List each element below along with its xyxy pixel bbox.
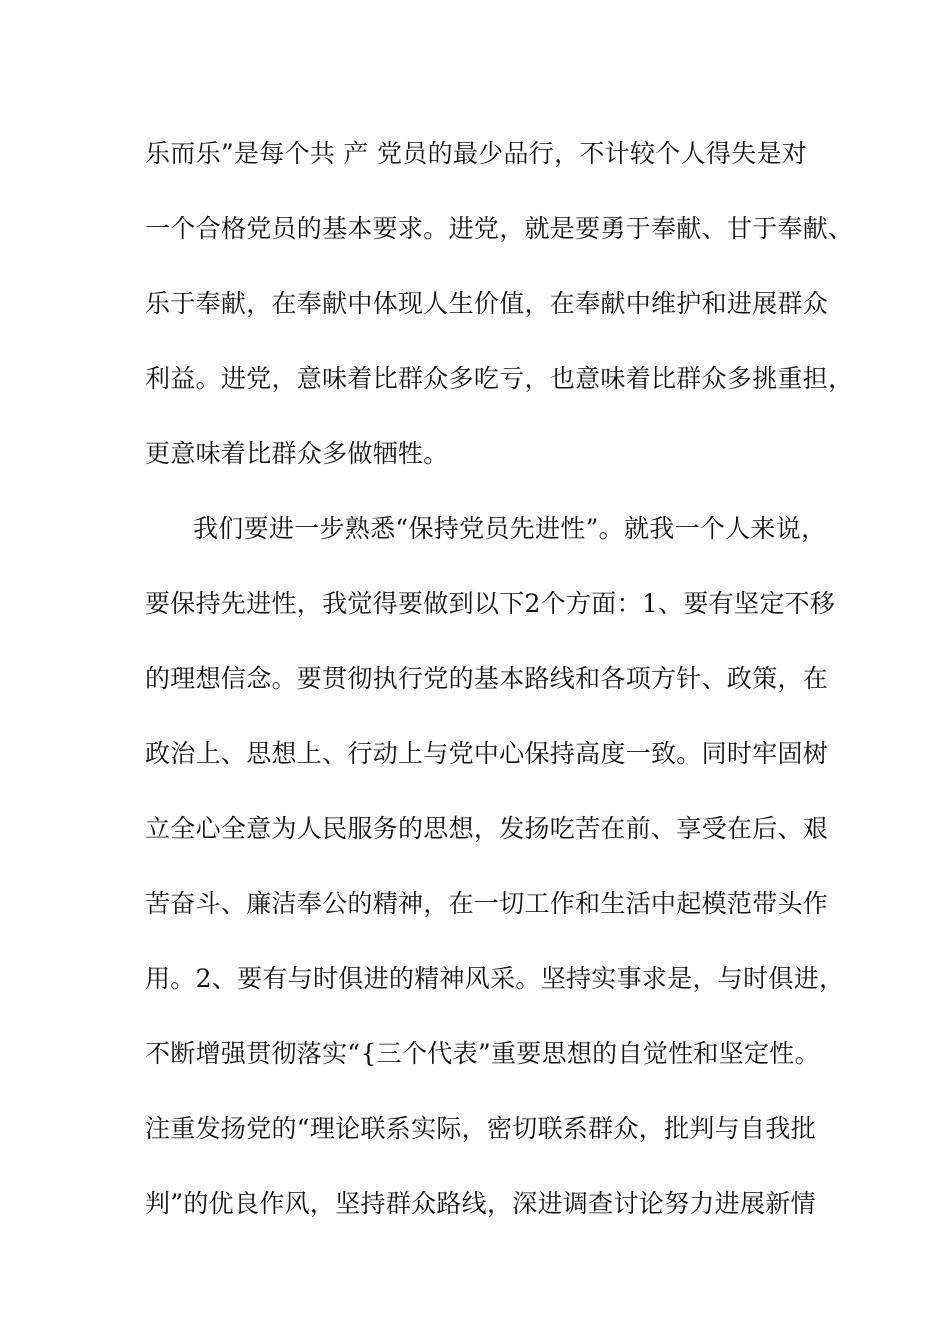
text-line: 不断增强贯彻落实“{三个代表”重要思想的自觉性和坚定性。 — [145, 1039, 820, 1068]
text-line: 一个合格党员的基本要求。进党，就是要勇于奉献、甘于奉献、 — [145, 214, 854, 243]
text-line: 利益。进党，意味着比群众多吃亏，也意味着比群众多挑重担， — [145, 364, 854, 393]
text-line: 判”的优良作风，坚持群众路线，深进调查讨论努力进展新情 — [145, 1189, 816, 1218]
paragraph-first-line: 我们要进一步熟悉“保持党员先进性”。就我一个人来说， — [193, 514, 827, 543]
text-line: 苦奋斗、廉洁奉公的精神，在一切工作和生活中起模范带头作 — [145, 889, 829, 918]
text-line: 的理想信念。要贯彻执行党的基本路线和各项方针、政策，在 — [145, 664, 829, 693]
text-line: 乐于奉献，在奉献中体现人生价值，在奉献中维护和进展群众 — [145, 289, 829, 318]
text-line: 更意味着比群众多做牺牲。 — [145, 439, 449, 468]
text-line: 要保持先进性，我觉得要做到以下2个方面：1、要有坚定不移 — [145, 589, 836, 618]
text-line: 用。2、要有与时俱进的精神风采。坚持实事求是，与时俱进， — [145, 964, 845, 993]
text-line: 政治上、思想上、行动上与党中心保持高度一致。同时牢固树 — [145, 739, 829, 768]
text-line: 立全心全意为人民服务的思想，发扬吃苦在前、享受在后、艰 — [145, 814, 829, 843]
text-line: 注重发扬党的“理论联系实际，密切联系群众，批判与自我批 — [145, 1114, 816, 1143]
text-line: 乐而乐”是每个共 产 党员的最少品行，不计较个人得失是对 — [145, 139, 808, 168]
